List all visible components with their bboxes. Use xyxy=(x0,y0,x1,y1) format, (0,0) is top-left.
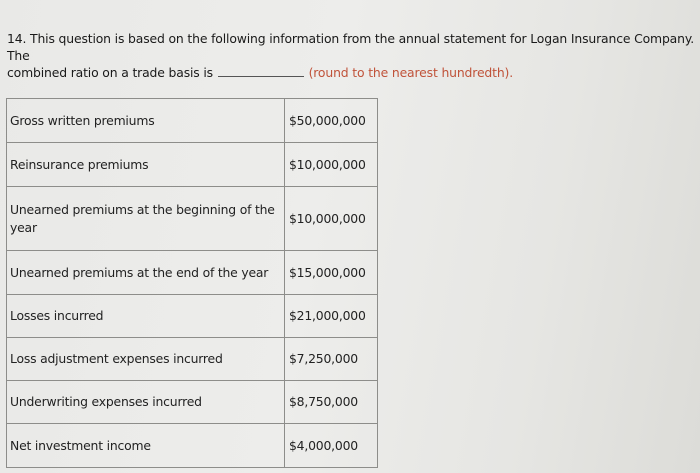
question-line-2 xyxy=(7,64,697,81)
row-value: $7,250,000 xyxy=(285,338,378,381)
row-label: Unearned premiums at the beginning of the year xyxy=(7,187,285,251)
row-label: Reinsurance premiums xyxy=(7,143,285,187)
question-prompt: combined ratio on a trade basis is xyxy=(7,65,213,80)
row-label: Unearned premiums at the end of the year xyxy=(7,251,285,295)
row-value: $10,000,000 xyxy=(285,187,378,251)
question-text xyxy=(7,30,697,81)
table-row xyxy=(7,381,378,424)
row-label: Underwriting expenses incurred xyxy=(7,381,285,424)
table-row xyxy=(7,187,378,251)
table-row xyxy=(7,143,378,187)
row-label: Loss adjustment expenses incurred xyxy=(7,338,285,381)
table-row xyxy=(7,99,378,143)
row-label: Net investment income xyxy=(7,424,285,468)
rounding-hint: (round to the nearest hundredth). xyxy=(308,65,514,80)
row-label: Gross written premiums xyxy=(7,99,285,143)
row-value: $21,000,000 xyxy=(285,295,378,338)
row-value: $15,000,000 xyxy=(285,251,378,295)
table-row xyxy=(7,251,378,295)
row-value: $8,750,000 xyxy=(285,381,378,424)
row-value: $4,000,000 xyxy=(285,424,378,468)
table-row xyxy=(7,295,378,338)
answer-blank xyxy=(218,65,304,77)
table-row xyxy=(7,424,378,468)
row-value: $10,000,000 xyxy=(285,143,378,187)
question-line-1: 14. This question is based on the following information from the annual statement for Logan Insurance Company. The xyxy=(7,31,695,63)
row-value: $50,000,000 xyxy=(285,99,378,143)
financial-data-table xyxy=(6,98,378,468)
table-row xyxy=(7,338,378,381)
row-label: Losses incurred xyxy=(7,295,285,338)
